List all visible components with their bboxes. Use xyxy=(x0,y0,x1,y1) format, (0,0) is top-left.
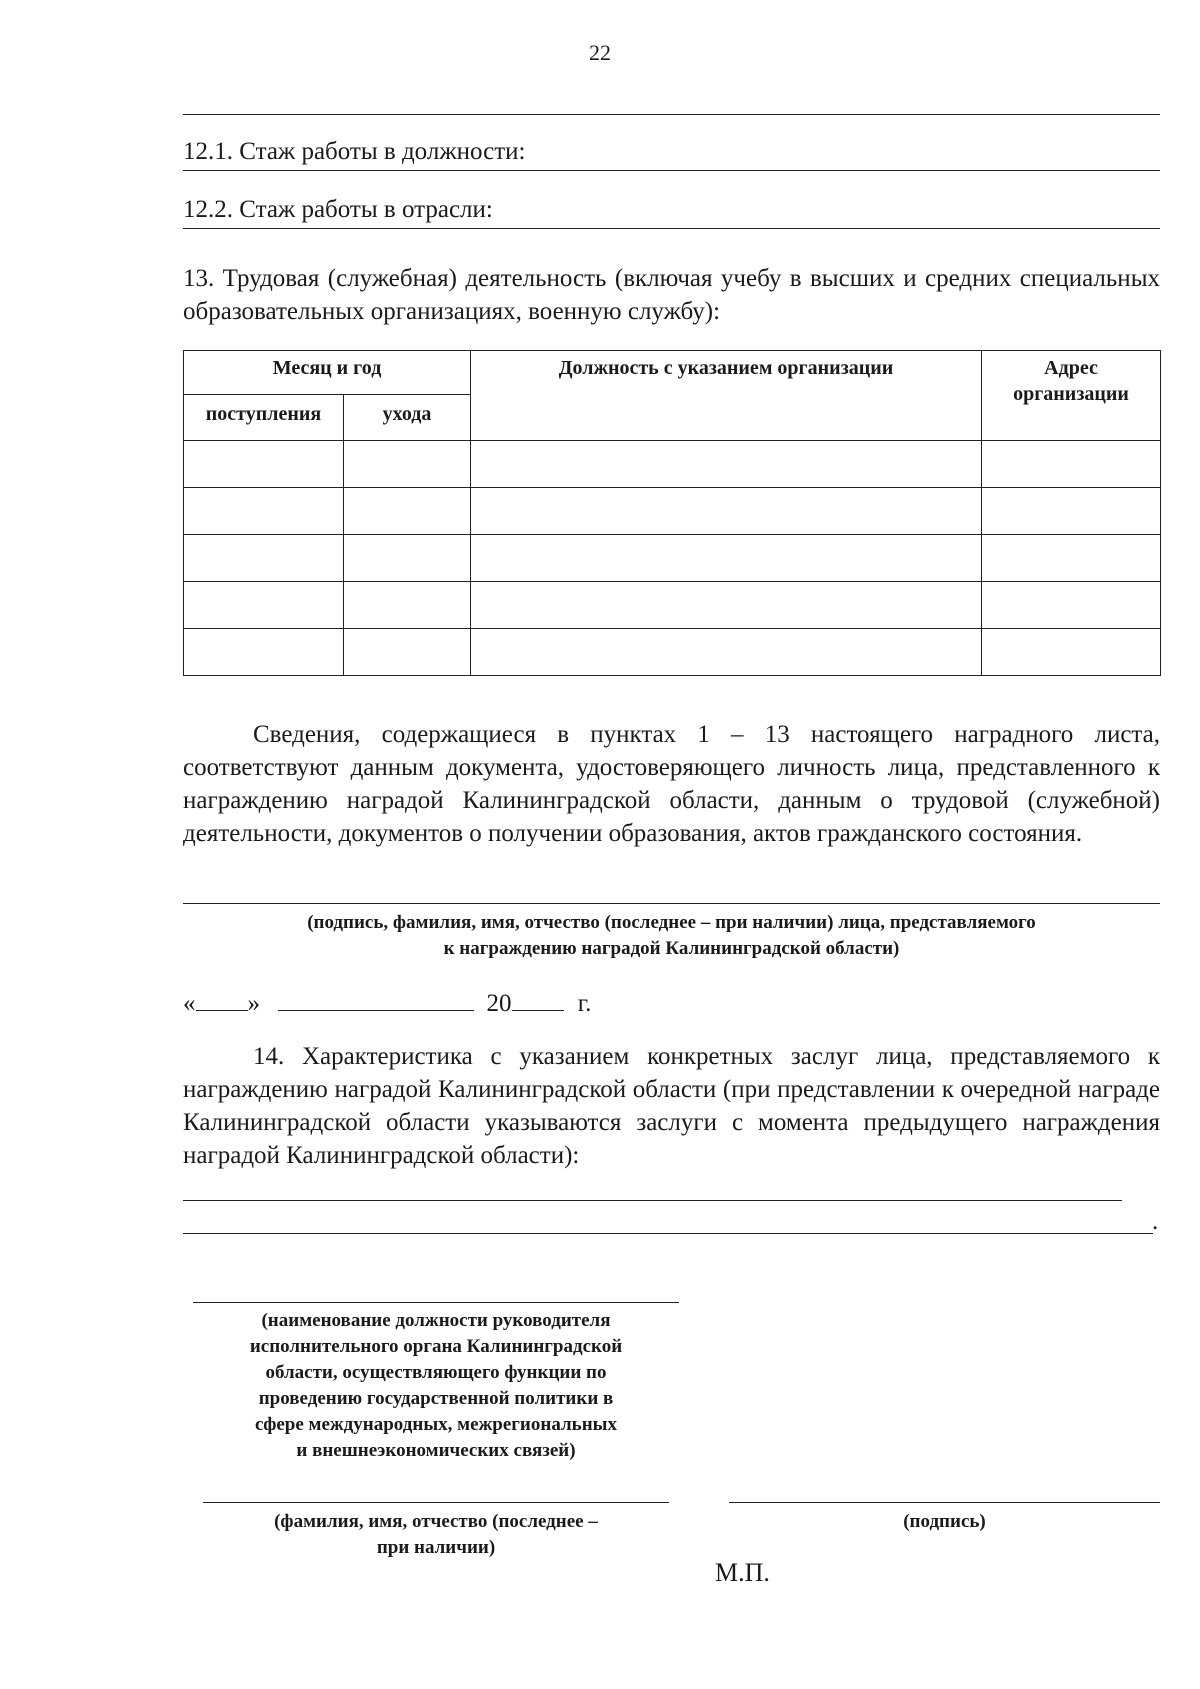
name-caption-line-2: при наличии) xyxy=(376,1537,496,1558)
signature-caption-line-2: к награждению наградой Калининградской области) xyxy=(443,938,900,959)
confirmation-text: Сведения, содержащиеся в пунктах 1 – 13 настоящего наградного листа, соответствуют данным документа, удостоверяющего личность лица, представленного к награждению наградой Калининградской области, данным о трудовой (служебной) деятельности, документов о получении образования, актов гражданского состояния. xyxy=(183,721,1160,847)
table-row xyxy=(184,441,1161,488)
date-close-quote: » xyxy=(247,990,260,1017)
table-row xyxy=(184,488,1161,535)
header-position: Должность с указанием организации xyxy=(471,351,982,441)
employment-table xyxy=(183,350,1161,676)
cell-address[interactable] xyxy=(982,441,1161,488)
cell-address[interactable] xyxy=(982,582,1161,629)
signature-line[interactable] xyxy=(183,903,1160,904)
head-position-caption-line-5: сфере международных, межрегиональных xyxy=(255,1414,617,1435)
sign-caption: (подпись) xyxy=(903,1511,986,1532)
header-exit: ухода xyxy=(344,395,471,441)
date-year-suffix: г. xyxy=(577,990,592,1017)
cell-exit[interactable] xyxy=(344,535,471,582)
date-open-quote: « xyxy=(183,990,196,1017)
head-position-caption-line-2: исполнительного органа Калининградской xyxy=(249,1336,623,1357)
name-line[interactable] xyxy=(203,1502,669,1503)
head-position-caption-line-1: (наименование должности руководителя xyxy=(261,1310,611,1331)
item-13-text: 13. Трудовая (служебная) деятельность (включая учебу в высших и средних специальных образовательных организациях, военную службу): xyxy=(183,265,1160,325)
cell-entry[interactable] xyxy=(184,441,344,488)
cell-exit[interactable] xyxy=(344,629,471,676)
name-caption xyxy=(203,1509,669,1561)
head-position-caption xyxy=(193,1308,679,1464)
head-position-line[interactable] xyxy=(193,1302,679,1303)
date-year-field[interactable] xyxy=(512,984,564,1011)
top-rule xyxy=(183,114,1160,115)
characteristic-period: . xyxy=(1152,1208,1159,1235)
item-12-2-underline[interactable] xyxy=(183,228,1160,229)
head-position-caption-line-4: проведению государственной политики в xyxy=(258,1388,614,1409)
cell-entry[interactable] xyxy=(184,535,344,582)
cell-address[interactable] xyxy=(982,629,1161,676)
sign-line[interactable] xyxy=(729,1502,1160,1503)
item-12-1-label: 12.1. Стаж работы в должности: xyxy=(183,138,526,165)
item-14-text: 14. Характеристика с указанием конкретных заслуг лица, представляемого к награждению наградой Калининградской области (при представлении к очередной награде Калининградской области указываются заслуги с момента предыдущего награждения наградой Калининградской области): xyxy=(183,1043,1160,1169)
characteristic-line-2[interactable] xyxy=(183,1233,1153,1234)
date-day-field[interactable] xyxy=(196,984,248,1011)
name-caption-line-1: (фамилия, имя, отчество (последнее – xyxy=(274,1511,598,1532)
cell-address[interactable] xyxy=(982,535,1161,582)
page-number: 22 xyxy=(589,40,611,65)
date-line xyxy=(183,984,591,1018)
cell-exit[interactable] xyxy=(344,441,471,488)
characteristic-line-1[interactable] xyxy=(183,1200,1122,1201)
cell-position[interactable] xyxy=(471,582,982,629)
item-12-2-label: 12.2. Стаж работы в отрасли: xyxy=(183,196,493,223)
cell-exit[interactable] xyxy=(344,582,471,629)
item-12-1-underline[interactable] xyxy=(183,170,1160,171)
date-month-field[interactable] xyxy=(278,984,474,1011)
table-row xyxy=(184,582,1161,629)
stamp-place: М.П. xyxy=(715,1558,770,1587)
cell-position[interactable] xyxy=(471,441,982,488)
head-position-caption-line-6: и внешнеэкономических связей) xyxy=(296,1440,576,1461)
table-row xyxy=(184,629,1161,676)
cell-entry[interactable] xyxy=(184,488,344,535)
header-entry: поступления xyxy=(184,395,344,441)
cell-address[interactable] xyxy=(982,488,1161,535)
cell-position[interactable] xyxy=(471,629,982,676)
header-address: Адрес организации xyxy=(982,351,1161,441)
head-position-caption-line-3: области, осуществляющего функции по xyxy=(265,1362,607,1383)
cell-position[interactable] xyxy=(471,488,982,535)
signature-caption xyxy=(183,910,1160,962)
header-month-year: Месяц и год xyxy=(184,351,471,395)
cell-position[interactable] xyxy=(471,535,982,582)
table-row xyxy=(184,535,1161,582)
cell-exit[interactable] xyxy=(344,488,471,535)
date-year-prefix: 20 xyxy=(486,990,512,1017)
signature-caption-line-1: (подпись, фамилия, имя, отчество (последнее – при наличии) лица, представляемого xyxy=(307,912,1036,933)
cell-entry[interactable] xyxy=(184,629,344,676)
cell-entry[interactable] xyxy=(184,582,344,629)
